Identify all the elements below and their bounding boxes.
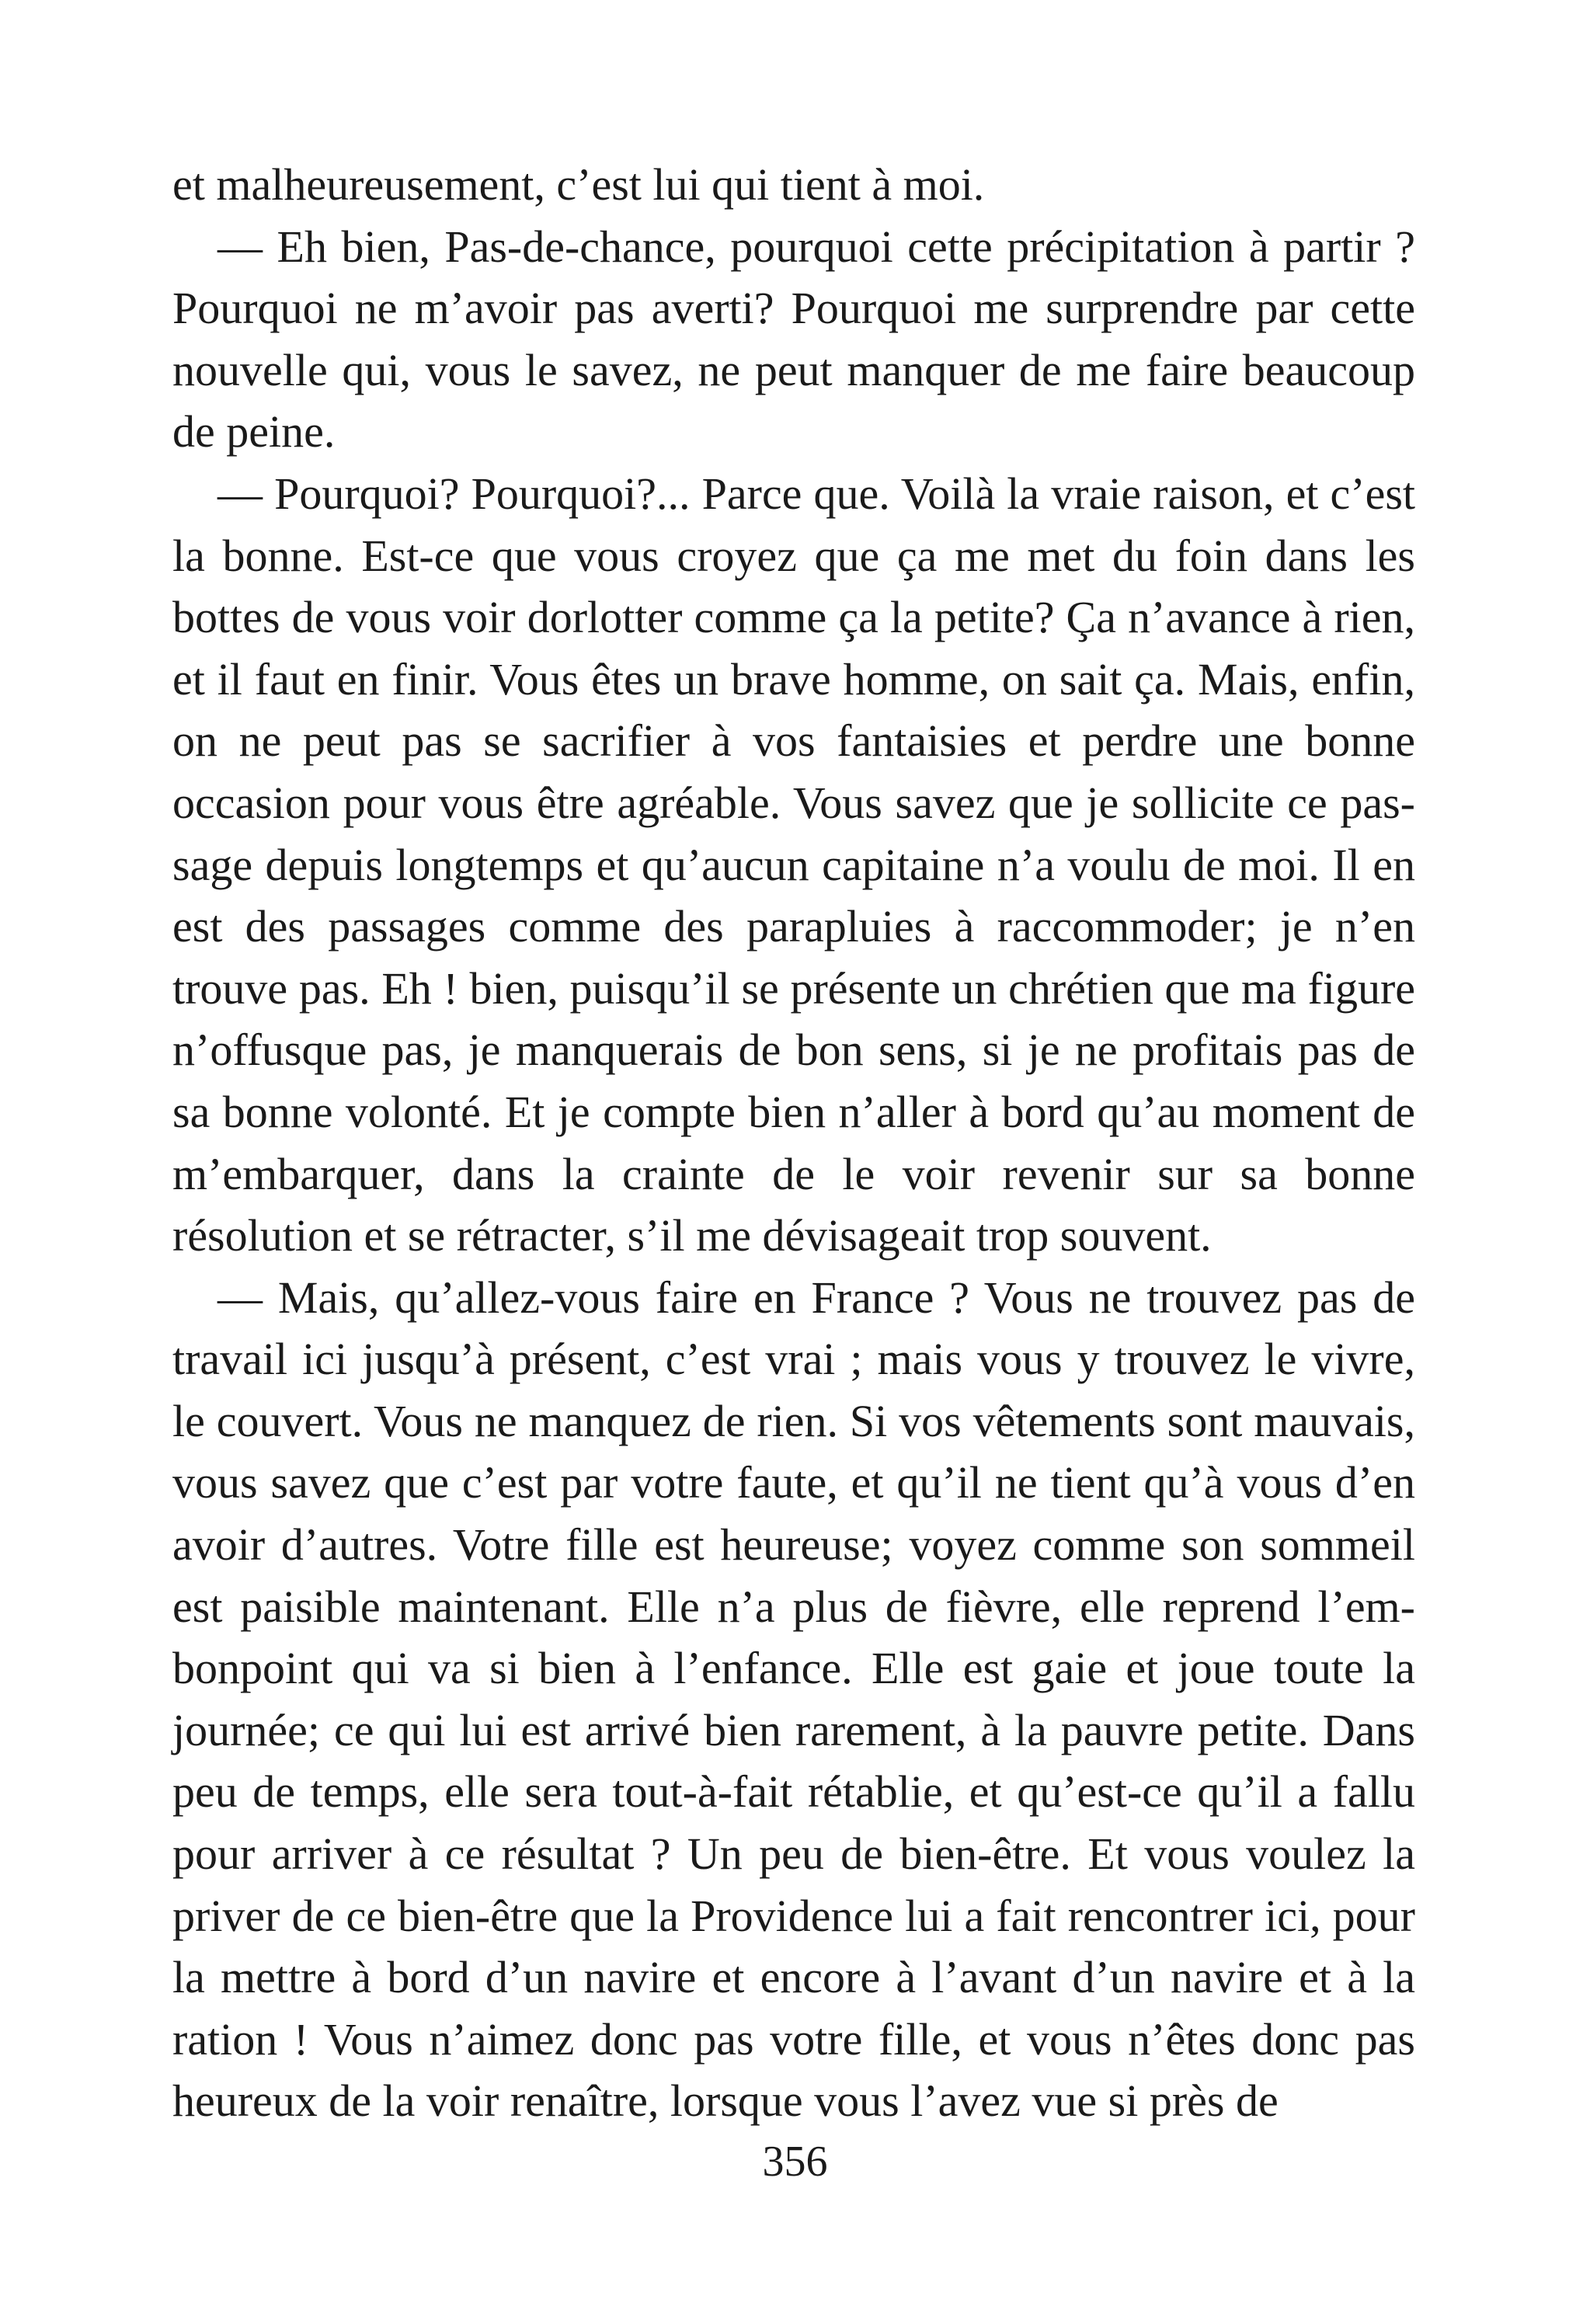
paragraph-1: et malheureusement, c’est lui qui tient à moi. — [172, 159, 985, 210]
page-number: 356 — [762, 2138, 828, 2186]
paragraph-2: — Eh bien, Pas-de-chance, pourquoi cette précipitation à partir ? Pourquoi ne m’avoir pas averti? Pourquoi me surprendre par cette nouvelle qui, vous le savez, ne peut manquer de me faire beaucoup de peine. — [172, 221, 1415, 457]
paragraph-4: — Mais, qu’allez-vous faire en France ? Vous ne trouvez pas de travail ici jusqu’à présent, c’est vrai ; mais vous y trouvez le vivre, le couvert. Vous ne manquez de rien. Si vos vêtements sont mauvais, vous savez que c’est par votre faute, et qu’il ne tient qu’à vous d’en avoir d’autres. Votre fille est heureuse; voyez comme son sommeil est paisible maintenant. Elle n’a plus de fièvre, elle reprend l’embonpoint qui va si bien à l’enfance. Elle est gaie et joue toute la journée; ce qui lui est arrivé bien rarement, à la pauvre petite. Dans peu de temps, elle sera tout-à-fait rétablie, et qu’est-ce qu’il a fallu pour arriver à ce résultat ? Un peu de bien-être. Et vous voulez la priver de ce bien-être que la Providence lui a fait rencontrer ici, pour la mettre à bord d’un navire et encore à l’avant d’un navire et à la ration ! Vous n’aimez donc pas votre fille, et vous n’êtes donc pas heureux de la voir renaître, lorsque vous l’avez vue si près de — [172, 1272, 1415, 2127]
paragraph-3: — Pourquoi? Pourquoi?... Parce que. Voilà la vraie raison, et c’est la bonne. Est-ce que vous croyez que ça me met du foin dans les bottes de vous voir dorlotter comme ça la petite? Ça n’avance à rien, et il faut en finir. Vous êtes un brave homme, on sait ça. Mais, enfin, on ne peut pas se sacrifier à vos fantaisies et perdre une bonne occasion pour vous être agréable. Vous savez que je sollicite ce passage depuis longtemps et qu’aucun capitaine n’a voulu de moi. Il en est des passages comme des parapluies à raccommoder; je n’en trouve pas. Eh ! bien, puisqu’il se présente un chrétien que ma figure n’offusque pas, je manquerais de bon sens, si je ne profitais pas de sa bonne volonté. Et je compte bien n’aller à bord qu’au moment de m’embarquer, dans la crainte de le voir revenir sur sa bonne résolution et se rétracter, s’il me dévisageait trop souvent. — [172, 468, 1415, 1261]
body-text — [172, 154, 1415, 2132]
